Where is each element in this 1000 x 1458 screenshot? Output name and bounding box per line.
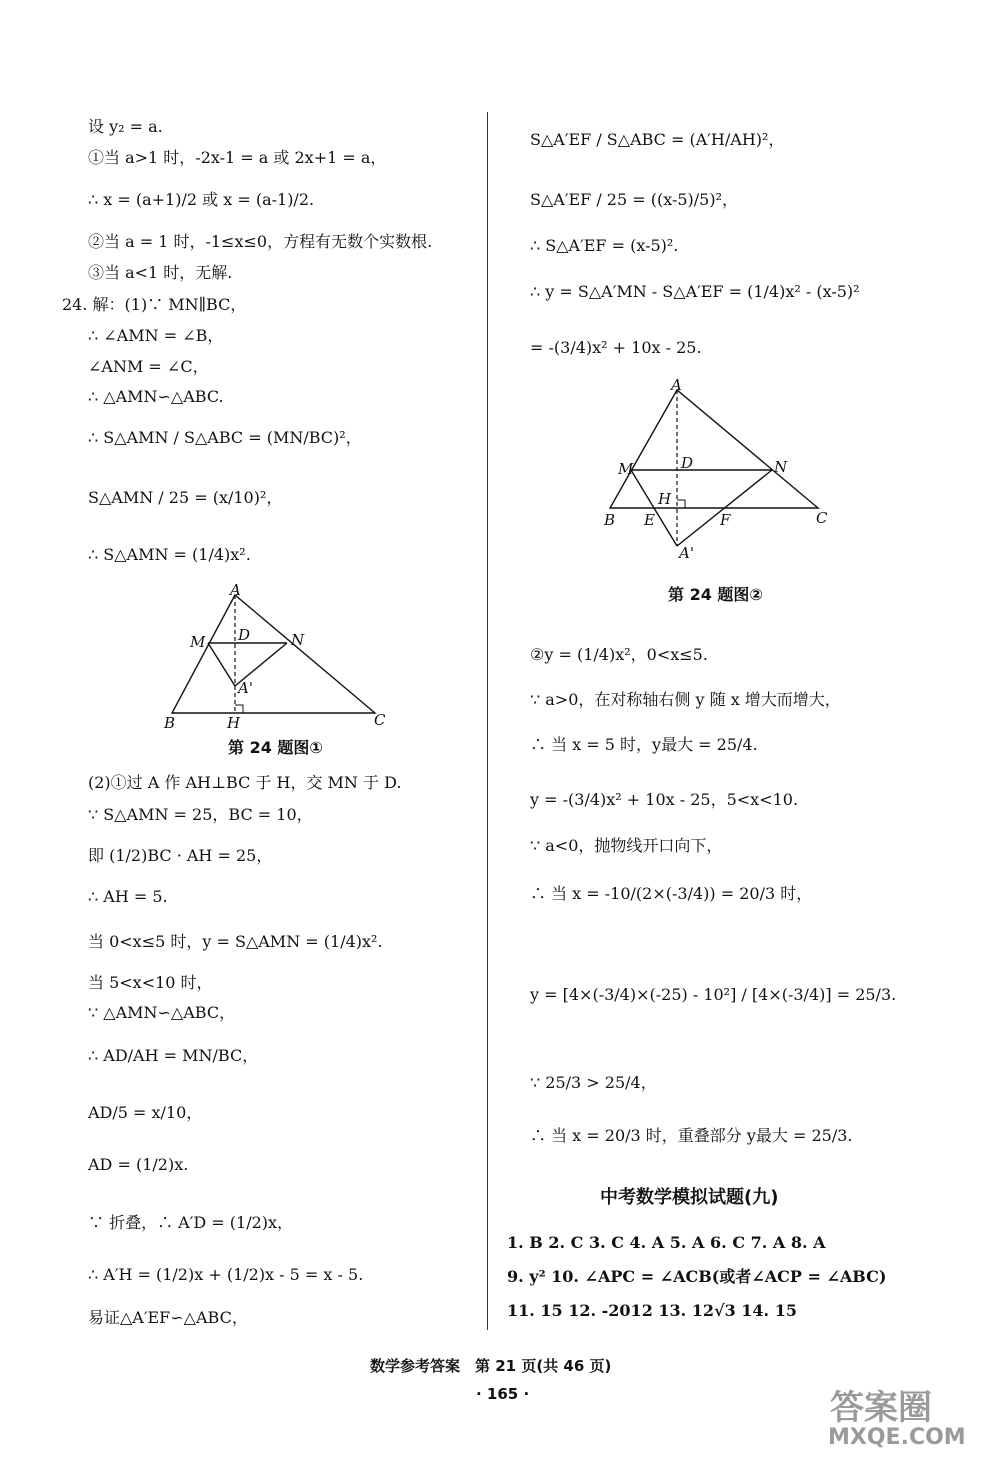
point-label-A: A (671, 378, 682, 394)
text-line: ①当 a>1 时，-2x-1 = a 或 2x+1 = a， (88, 148, 387, 167)
text-line: 即 (1/2)BC · AH = 25， (88, 846, 273, 865)
text-line: ∵ 25/3 > 25/4， (530, 1073, 657, 1092)
figure-2-caption: 第 24 题图② (668, 585, 763, 604)
text-line: y = -(3/4)x² + 10x - 25，5<x<10. (530, 790, 799, 809)
text-line: y = [4×(-3/4)×(-25) - 10²] / [4×(-3/4)] = 25/3. (530, 985, 897, 1004)
text-line: = -(3/4)x² + 10x - 25. (530, 338, 702, 357)
point-label-D: D (681, 454, 694, 472)
text-line: ∴ A′H = (1/2)x + (1/2)x - 5 = x - 5. (88, 1265, 364, 1284)
text-line: ∴ ∠AMN = ∠B， (88, 326, 224, 345)
point-label-A-prime: A' (679, 544, 694, 562)
point-label-A-prime: A' (238, 679, 253, 697)
point-label-N: N (291, 631, 305, 649)
text-line: ∵ S△AMN = 25，BC = 10， (88, 805, 313, 824)
point-label-F: F (720, 511, 731, 529)
text-line: ∴ y = S△A′MN - S△A′EF = (1/4)x² - (x-5)² (530, 282, 860, 301)
text-line: ∵ a>0，在对称轴右侧 y 随 x 增大而增大， (530, 690, 841, 709)
text-line: ∴ S△AMN / S△ABC = (MN/BC)²， (88, 428, 362, 447)
figure-1-caption: 第 24 题图① (228, 738, 323, 757)
figure-24-1 (160, 583, 400, 733)
point-label-C: C (816, 509, 828, 527)
watermark-logo: 答案圈 (830, 1388, 932, 1428)
text-line: ∴ △AMN∽△ABC. (88, 387, 224, 406)
point-label-D: D (238, 626, 251, 644)
text-line: ∵ △AMN∽△ABC， (88, 1003, 236, 1022)
text-line: ②y = (1/4)x²，0<x≤5. (530, 645, 708, 664)
text-line: ∠ANM = ∠C， (88, 357, 209, 376)
text-line: ∴ S△A′EF = (x-5)². (530, 236, 679, 255)
text-line: ∴ S△AMN = (1/4)x². (88, 545, 251, 564)
answers-row-2: 9. y² 10. ∠APC = ∠ACB(或者∠ACP = ∠ABC) (507, 1267, 887, 1286)
text-line: (2)①过 A 作 AH⊥BC 于 H，交 MN 于 D. (88, 773, 402, 792)
footer-title: 数学参考答案 第 21 页(共 46 页) (370, 1357, 612, 1375)
text-line: ∴ AD/AH = MN/BC， (88, 1046, 259, 1065)
point-label-E: E (644, 511, 655, 529)
point-label-C: C (374, 711, 386, 729)
page-number: · 165 · (476, 1385, 530, 1403)
answers-row-1: 1. B 2. C 3. C 4. A 5. A 6. C 7. A 8. A (507, 1233, 826, 1252)
text-line: ∵ 折叠，∴ A′D = (1/2)x， (88, 1213, 294, 1232)
text-line: ∴ 当 x = 5 时，y最大 = 25/4. (530, 735, 758, 754)
text-line: S△AMN / 25 = (x/10)²， (88, 488, 283, 507)
section-title: 中考数学模拟试题(九) (600, 1187, 779, 1208)
point-label-N: N (774, 458, 788, 476)
text-line: 当 0<x≤5 时，y = S△AMN = (1/4)x². (88, 932, 383, 951)
column-divider (487, 112, 488, 1330)
point-label-H: H (227, 714, 241, 732)
problem-24-heading: 24. 解：(1)∵ MN∥BC， (62, 295, 247, 314)
watermark-url: MXQE.COM (828, 1425, 966, 1450)
text-line: ∵ a<0，抛物线开口向下， (530, 836, 723, 855)
text-line: ∴ AH = 5. (88, 887, 168, 906)
text-line: 当 5<x<10 时， (88, 973, 213, 992)
text-line: 易证△A′EF∽△ABC， (88, 1308, 248, 1327)
text-line: AD/5 = x/10， (88, 1103, 203, 1122)
figure-24-2 (600, 378, 840, 563)
text-line: ∴ x = (a+1)/2 或 x = (a-1)/2. (88, 190, 315, 209)
point-label-H: H (658, 490, 672, 508)
point-label-M: M (618, 460, 634, 478)
text-line: ②当 a = 1 时，-1≤x≤0，方程有无数个实数根. (88, 232, 433, 251)
text-line: AD = (1/2)x. (88, 1155, 189, 1174)
point-label-A: A (230, 583, 241, 599)
text-line: S△A′EF / 25 = ((x-5)/5)²， (530, 190, 739, 209)
text-line: ∴ 当 x = 20/3 时，重叠部分 y最大 = 25/3. (530, 1126, 853, 1145)
point-label-B: B (604, 511, 616, 529)
text-line: ∴ 当 x = -10/(2×(-3/4)) = 20/3 时， (530, 884, 813, 903)
point-label-M: M (190, 633, 206, 651)
point-label-B: B (164, 714, 176, 732)
text-line: 设 y₂ = a. (88, 117, 163, 136)
answers-row-3: 11. 15 12. -2012 13. 12√3 14. 15 (507, 1301, 797, 1320)
text-line: ③当 a<1 时，无解. (88, 263, 233, 282)
text-line: S△A′EF / S△ABC = (A′H/AH)²， (530, 130, 785, 149)
